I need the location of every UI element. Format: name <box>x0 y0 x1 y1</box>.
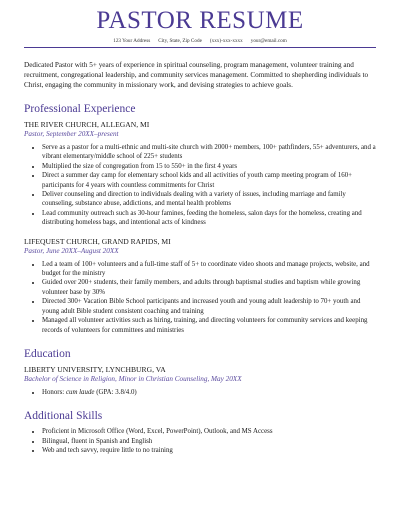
list-item: • Serve as a pastor for a multi-ethnic and multi-site church with 2000+ members, 100+ pathfinders, 55+ adventurers, and a vibrant elementary/middle school of 225+ students <box>42 143 376 162</box>
list-item <box>42 388 376 397</box>
list-item: • Multiplied the size of congregation from 15 to 550+ in the first 4 years <box>42 162 376 171</box>
list-item: • Lead community outreach such as 30-hour famines, feeding the homeless, salon days for the homeless, creating and distributing homeless bags, and intentional acts of kindness <box>42 209 376 228</box>
list-item: • Managed all volunteer activities such as hiring, training, and directing volunteers for community services and keeping records of volunteers for committees and ministries <box>42 316 376 335</box>
list-item: • Led a team of 100+ volunteers and a full-time staff of 5+ to coordinate video shoots and manage projects, website, and budget for the ministry <box>42 260 376 279</box>
education-bullets <box>24 388 376 397</box>
list-item: • Proficient in Microsoft Office (Word, Excel, PowerPoint), Outlook, and MS Access <box>42 427 376 436</box>
skills-bullets <box>24 427 376 455</box>
contact-city: City, State, Zip Code <box>158 38 202 44</box>
summary-paragraph: Dedicated Pastor with 5+ years of experience in spiritual counseling, program management, volunteer training and recruitment, congregational leadership, and community services management. Committed to shepherding individuals to Christ, engaging the community in missionary work, and devising strategies to achieve goals. <box>24 61 369 89</box>
contact-address: 123 Your Address <box>113 38 151 44</box>
job-role: Pastor, September 20XX–present <box>24 130 119 138</box>
honors-gpa: (GPA: 3.8/4.0) <box>96 388 137 396</box>
skills-heading: Additional Skills <box>24 410 103 423</box>
experience-heading: Professional Experience <box>24 103 136 115</box>
education-degree: Bachelor of Science in Religion, Minor in Christian Counseling, May 20XX <box>24 374 242 383</box>
honors-value: cum laude <box>65 388 95 396</box>
list-item: • Bilingual, fluent in Spanish and English <box>42 437 376 446</box>
job-entry-2 <box>24 237 376 335</box>
job-org: THE RIVER CHURCH, ALLEGAN, MI <box>24 120 150 129</box>
list-item: • Direct a summer day camp for elementary school kids and all activities of youth camp meeting program of 160+ participants for 4 years with countless commitments for Christ <box>42 171 376 190</box>
job-bullets <box>24 143 376 228</box>
list-item: • Directed 300+ Vacation Bible School participants and increased youth and young adult leadership to 70+ youth and young adult Bible student consistent coaching and training <box>42 297 376 316</box>
list-item: • Guided over 200+ students, their family members, and adults through baptismal studies and baptism while growing volunteer base by 30% <box>42 278 376 297</box>
resume-page <box>0 6 400 524</box>
job-bullets <box>24 260 376 335</box>
job-entry-1 <box>24 120 376 228</box>
list-item: • Deliver counseling and direction to individuals dealing with a variety of issues, including marriage and family counseling, substance abuse, addictions, and mental health problems <box>42 190 376 209</box>
header-divider <box>24 47 376 48</box>
contact-email: your@email.com <box>250 38 287 44</box>
job-role: Pastor, June 20XX–August 20XX <box>24 246 119 255</box>
honors-label: Honors: <box>42 388 65 396</box>
contact-phone: (xxx)-xxx-xxxx <box>209 38 243 44</box>
contact-line <box>24 37 376 45</box>
job-org: LIFEQUEST CHURCH, GRAND RAPIDS, MI <box>24 236 171 246</box>
resume-name: PASTOR RESUME <box>96 7 304 34</box>
education-org: LIBERTY UNIVERSITY, LYNCHBURG, VA <box>24 364 166 374</box>
list-item: • Web and tech savvy, require little to no training <box>42 446 376 455</box>
education-heading: Education <box>24 347 71 360</box>
